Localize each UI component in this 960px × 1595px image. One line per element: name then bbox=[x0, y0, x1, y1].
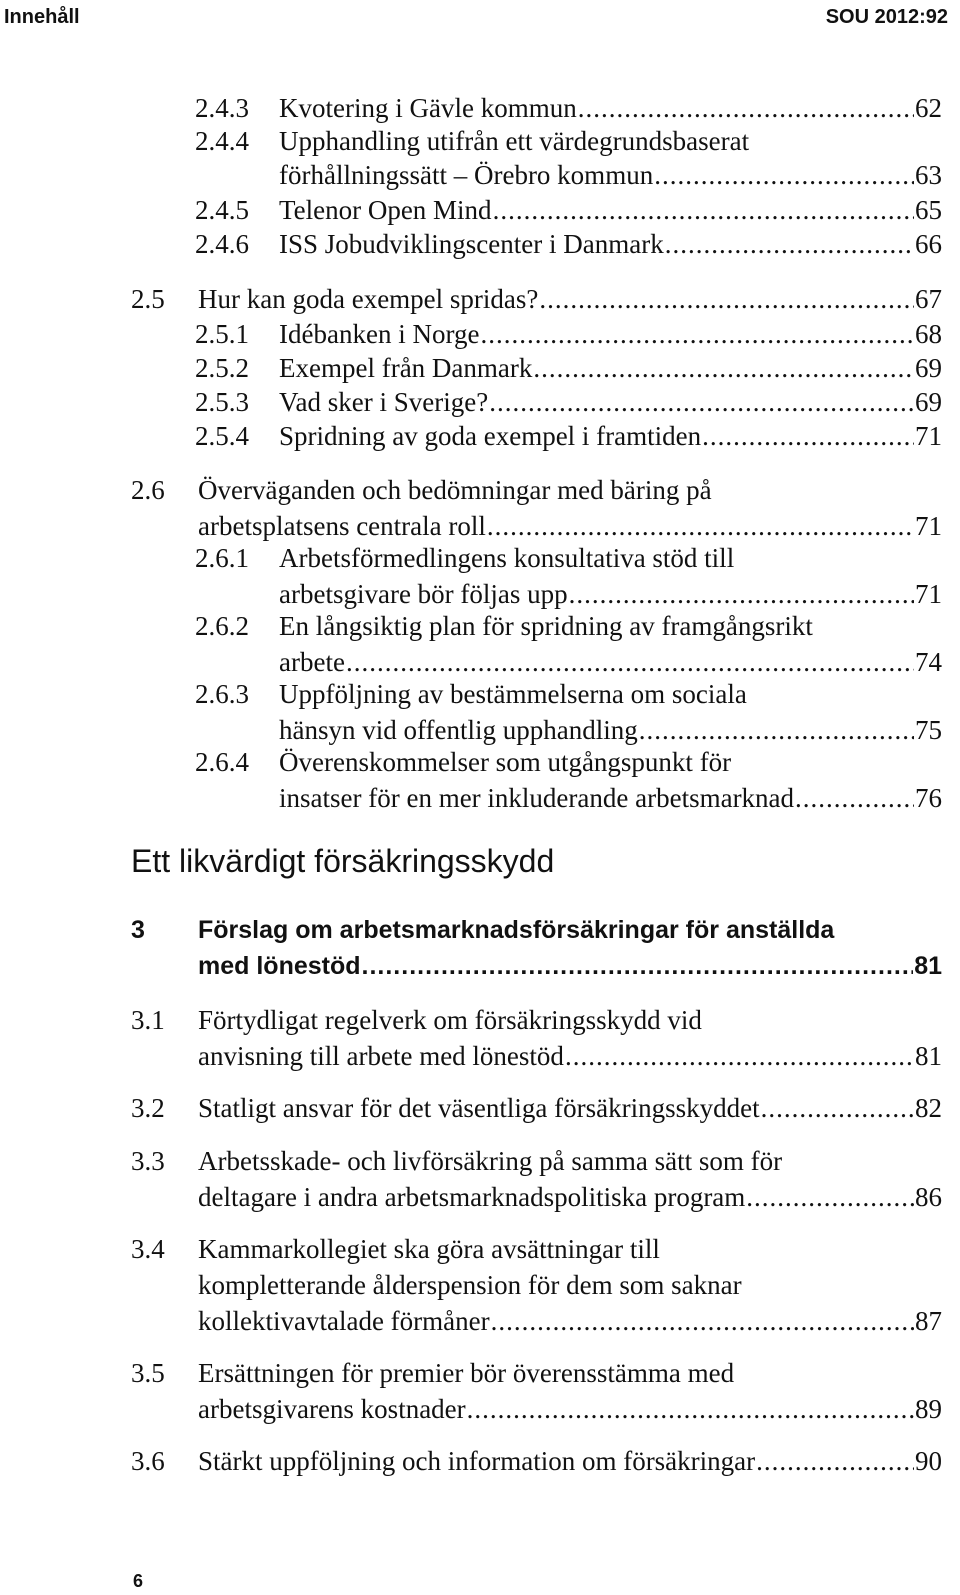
dot-leader bbox=[489, 384, 914, 420]
toc-entry-number: 2.5 bbox=[131, 284, 165, 314]
dot-leader bbox=[578, 90, 914, 126]
toc-entry-title: Stärkt uppföljning och information om försäkringar bbox=[198, 1446, 756, 1476]
dot-leader bbox=[362, 948, 914, 984]
toc-entry-title-continued: insatser för en mer inkluderande arbetsmarknad bbox=[279, 783, 795, 813]
toc-page-number: 75 bbox=[915, 715, 942, 745]
toc-entry-number: 2.4.6 bbox=[195, 229, 249, 259]
dot-leader bbox=[565, 1038, 914, 1074]
toc-entry-title-continued: arbetsgivare bör följas upp bbox=[279, 579, 568, 609]
toc-page-number: 86 bbox=[915, 1182, 942, 1212]
toc-entry-number: 3.2 bbox=[131, 1093, 165, 1123]
toc-chapter-title: Förslag om arbetsmarknadsförsäkringar för anställda bbox=[198, 916, 835, 944]
page-number: 6 bbox=[133, 1571, 144, 1591]
toc-entry-number: 2.6.2 bbox=[195, 611, 249, 641]
toc-entry-title: Telenor Open Mind bbox=[279, 195, 492, 225]
toc-entry-title-continued: arbetsplatsens centrala roll bbox=[198, 511, 486, 541]
dot-leader bbox=[756, 1443, 914, 1479]
toc-entry-title-continued: anvisning till arbete med lönestöd bbox=[198, 1041, 564, 1071]
toc-page-number: 90 bbox=[915, 1446, 942, 1476]
toc-page-number: 82 bbox=[915, 1093, 942, 1123]
toc-page-number: 76 bbox=[915, 783, 942, 813]
toc-page-number: 66 bbox=[915, 229, 942, 259]
toc-entry-title-continued: kollektivavtalade förmåner bbox=[198, 1306, 490, 1336]
dot-leader bbox=[533, 350, 914, 386]
toc-entry-title: Idébanken i Norge bbox=[279, 319, 480, 349]
toc-page-number: 81 bbox=[914, 952, 942, 980]
toc-entry-title: Uppföljning av bestämmelserna om sociala bbox=[279, 679, 747, 709]
toc-entry-title: Överväganden och bedömningar med bäring på bbox=[198, 475, 712, 505]
toc-page-number: 71 bbox=[915, 511, 942, 541]
toc-entry-number: 2.5.3 bbox=[195, 387, 249, 417]
toc-entry-number: 2.6 bbox=[131, 475, 165, 505]
toc-entry-number: 2.5.2 bbox=[195, 353, 249, 383]
dot-leader bbox=[480, 316, 914, 352]
toc-entry-title: Exempel från Danmark bbox=[279, 353, 533, 383]
toc-page-number: 69 bbox=[915, 353, 942, 383]
toc-page-number: 62 bbox=[915, 93, 942, 123]
toc-entry-title-continued: hänsyn vid offentlig upphandling bbox=[279, 715, 638, 745]
toc-entry-number: 3.5 bbox=[131, 1358, 165, 1388]
toc-entry-title: Kammarkollegiet ska göra avsättningar till bbox=[198, 1234, 660, 1264]
dot-leader bbox=[491, 1303, 914, 1339]
dot-leader bbox=[702, 418, 914, 454]
dot-leader bbox=[539, 281, 914, 317]
toc-entry-title: Överenskommelser som utgångspunkt för bbox=[279, 747, 732, 777]
toc-entry-number: 3.6 bbox=[131, 1446, 165, 1476]
toc-entry-title: Vad sker i Sverige? bbox=[279, 387, 489, 417]
dot-leader bbox=[487, 508, 914, 544]
toc-page-number: 87 bbox=[915, 1306, 942, 1336]
toc-page-number: 74 bbox=[915, 647, 942, 677]
toc-page-number: 67 bbox=[915, 284, 942, 314]
toc-page-number: 81 bbox=[915, 1041, 942, 1071]
toc-entry-title: Kvotering i Gävle kommun bbox=[279, 93, 577, 123]
toc-entry-number: 2.4.5 bbox=[195, 195, 249, 225]
toc-entry-title: Upphandling utifrån ett värdegrundsbaserat bbox=[279, 126, 750, 156]
toc-entry-title: Arbetsskade- och livförsäkring på samma sätt som för bbox=[198, 1146, 783, 1176]
toc-entry-title: Hur kan goda exempel spridas? bbox=[198, 284, 539, 314]
toc-entry-number: 2.5.4 bbox=[195, 421, 249, 451]
toc-entry-number: 2.6.4 bbox=[195, 747, 249, 777]
toc-entry-title: Statligt ansvar för det väsentliga försäkringsskyddet bbox=[198, 1093, 760, 1123]
toc-entry-number: 2.5.1 bbox=[195, 319, 249, 349]
dot-leader bbox=[467, 1391, 914, 1427]
toc-entry-title: Arbetsförmedlingens konsultativa stöd till bbox=[279, 543, 735, 573]
dot-leader bbox=[654, 157, 914, 193]
dot-leader bbox=[665, 226, 914, 262]
running-header-section: Innehåll bbox=[4, 6, 80, 28]
toc-chapter-title-continued: med lönestöd bbox=[198, 952, 361, 980]
toc-entry-title-continued: kompletterande ålderspension för dem som saknar bbox=[198, 1270, 742, 1300]
toc-page-number: 69 bbox=[915, 387, 942, 417]
toc-entry-title-continued: arbete bbox=[279, 647, 345, 677]
toc-entry-title-continued: deltagare i andra arbetsmarknadspolitiska program bbox=[198, 1182, 746, 1212]
toc-entry-number: 2.6.1 bbox=[195, 543, 249, 573]
toc-page-number: 65 bbox=[915, 195, 942, 225]
dot-leader bbox=[795, 780, 914, 816]
toc-entry-number: 3.3 bbox=[131, 1146, 165, 1176]
part-heading: Ett likvärdigt försäkringsskydd bbox=[131, 843, 555, 879]
running-header-report-id: SOU 2012:92 bbox=[825, 6, 948, 28]
toc-page-number: 71 bbox=[915, 421, 942, 451]
toc-entry-title: Spridning av goda exempel i framtiden bbox=[279, 421, 702, 451]
toc-page-number: 71 bbox=[915, 579, 942, 609]
dot-leader bbox=[761, 1090, 914, 1126]
dot-leader bbox=[746, 1179, 914, 1215]
toc-chapter-number: 3 bbox=[131, 916, 145, 944]
toc-entry-number: 2.4.4 bbox=[195, 126, 249, 156]
toc-page-number: 89 bbox=[915, 1394, 942, 1424]
dot-leader bbox=[639, 712, 914, 748]
toc-entry-title: ISS Jobudviklingscenter i Danmark bbox=[279, 229, 664, 259]
toc-entry-title: Förtydligat regelverk om försäkringsskydd vid bbox=[198, 1005, 702, 1035]
toc-entry-number: 2.6.3 bbox=[195, 679, 249, 709]
toc-entry-number: 2.4.3 bbox=[195, 93, 249, 123]
dot-leader bbox=[569, 576, 914, 612]
toc-entry-number: 3.4 bbox=[131, 1234, 165, 1264]
toc-entry-title-continued: arbetsgivarens kostnader bbox=[198, 1394, 466, 1424]
toc-entry-title: Ersättningen för premier bör överensstämma med bbox=[198, 1358, 735, 1388]
dot-leader bbox=[493, 192, 914, 228]
toc-entry-title: En långsiktig plan för spridning av framgångsrikt bbox=[279, 611, 813, 641]
toc-page-number: 63 bbox=[915, 160, 942, 190]
dot-leader bbox=[346, 644, 914, 680]
toc-entry-number: 3.1 bbox=[131, 1005, 165, 1035]
toc-entry-title-continued: förhållningssätt – Örebro kommun bbox=[279, 160, 654, 190]
toc-page-number: 68 bbox=[915, 319, 942, 349]
